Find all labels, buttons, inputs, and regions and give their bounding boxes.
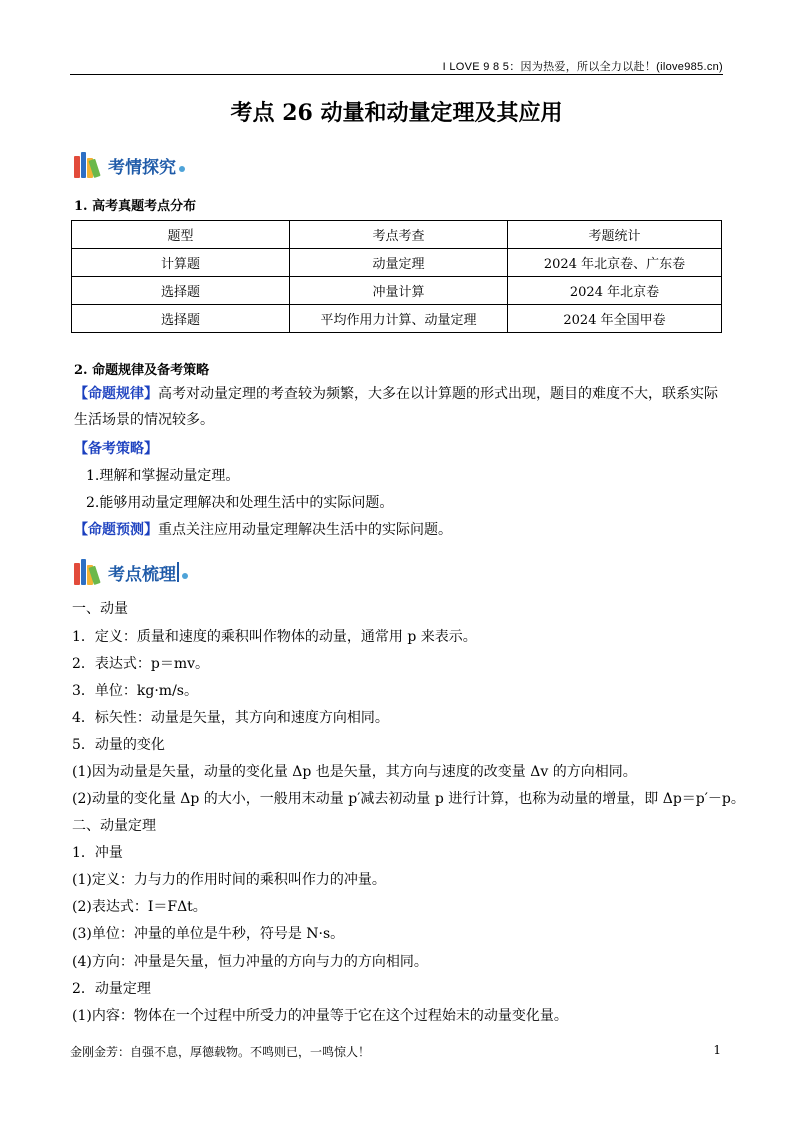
dot-icon xyxy=(179,166,185,172)
distribution-heading: 1. 高考真题考点分布 xyxy=(74,199,197,214)
table-cell: 冲量计算 xyxy=(290,277,508,305)
section-heading-knowledge xyxy=(74,557,188,587)
column-header: 考题统计 xyxy=(508,221,722,249)
content-line: (1)定义：力与力的作用时间的乘积叫作力的冲量。 xyxy=(72,872,386,888)
predict-text: 重点关注应用动量定理解决生活中的实际问题。 xyxy=(158,522,452,538)
page-title: 考点 26 动量和动量定理及其应用 xyxy=(230,100,563,126)
content-line: 1．冲量 xyxy=(72,845,123,861)
section-heading-exam-analysis xyxy=(74,150,185,180)
prep-item: 2.能够用动量定理解决和处理生活中的实际问题。 xyxy=(86,495,394,511)
header-divider xyxy=(70,74,723,75)
table-cell: 选择题 xyxy=(72,305,290,333)
content-line: 二、动量定理 xyxy=(72,818,156,834)
content-line: 2．表达式：p＝mv。 xyxy=(72,656,210,672)
books-icon xyxy=(74,559,104,585)
table-cell: 动量定理 xyxy=(290,249,508,277)
predict-paragraph xyxy=(74,517,724,543)
predict-tag: 【命题预测】 xyxy=(74,522,158,538)
content-line: (2)动量的变化量 Δp 的大小，一般用末动量 p′减去初动量 p 进行计算，也称为动量的增量，即 Δp＝p′－p。 xyxy=(72,791,745,807)
table-header-row xyxy=(72,221,722,249)
books-icon xyxy=(74,152,104,178)
content-line: 5．动量的变化 xyxy=(72,737,165,753)
table-cell: 平均作用力计算、动量定理 xyxy=(290,305,508,333)
content-line: 4．标矢性：动量是矢量，其方向和速度方向相同。 xyxy=(72,710,389,726)
table-cell: 2024 年北京卷 xyxy=(508,277,722,305)
prep-tag-line xyxy=(74,436,724,462)
content-line: (2)表达式：I＝FΔt。 xyxy=(72,899,207,915)
content-line: 一、动量 xyxy=(72,601,128,617)
law-tag: 【命题规律】 xyxy=(74,386,158,402)
table-row xyxy=(72,249,722,277)
prep-item: 1.理解和掌握动量定理。 xyxy=(86,468,240,484)
column-header: 题型 xyxy=(72,221,290,249)
strategy-heading: 2. 命题规律及备考策略 xyxy=(74,363,210,378)
table-row xyxy=(72,305,722,333)
table-row xyxy=(72,277,722,305)
exam-distribution-table xyxy=(71,220,722,333)
table-cell: 选择题 xyxy=(72,277,290,305)
law-text: 高考对动量定理的考查较为频繁，大多在以计算题的形式出现，题目的难度不大，联系实际生活场景的情况较多。 xyxy=(74,386,718,428)
section-title: 考情探究 xyxy=(108,157,176,178)
content-line: 3．单位：kg·m/s。 xyxy=(72,683,198,699)
header-text: I LOVE 9 8 5：因为热爱，所以全力以赴！(ilove985.cn) xyxy=(442,61,723,73)
table-cell: 计算题 xyxy=(72,249,290,277)
content-line: (1)因为动量是矢量，动量的变化量 Δp 也是矢量，其方向与速度的改变量 Δv 的方向相同。 xyxy=(72,764,637,780)
content-line: 2．动量定理 xyxy=(72,981,151,997)
section-title: 考点梳理 xyxy=(108,564,176,585)
dot-icon xyxy=(182,573,188,579)
content-line: (1)内容：物体在一个过程中所受力的冲量等于它在这个过程始末的动量变化量。 xyxy=(72,1008,568,1024)
content-line: (4)方向：冲量是矢量，恒力冲量的方向与力的方向相同。 xyxy=(72,954,428,970)
table-cell: 2024 年全国甲卷 xyxy=(508,305,722,333)
prep-tag: 【备考策略】 xyxy=(74,441,158,457)
footer-motto: 金刚金芳：自强不息，厚德载物。不鸣则已，一鸣惊人！ xyxy=(70,1045,371,1059)
content-line: (3)单位：冲量的单位是牛秒，符号是 N·s。 xyxy=(72,926,345,942)
content-line: 1．定义：质量和速度的乘积叫作物体的动量，通常用 p 来表示。 xyxy=(72,629,477,645)
text-cursor xyxy=(177,562,179,582)
page-number: 1 xyxy=(713,1043,721,1057)
column-header: 考点考查 xyxy=(290,221,508,249)
law-paragraph xyxy=(74,381,724,433)
table-cell: 2024 年北京卷、广东卷 xyxy=(508,249,722,277)
